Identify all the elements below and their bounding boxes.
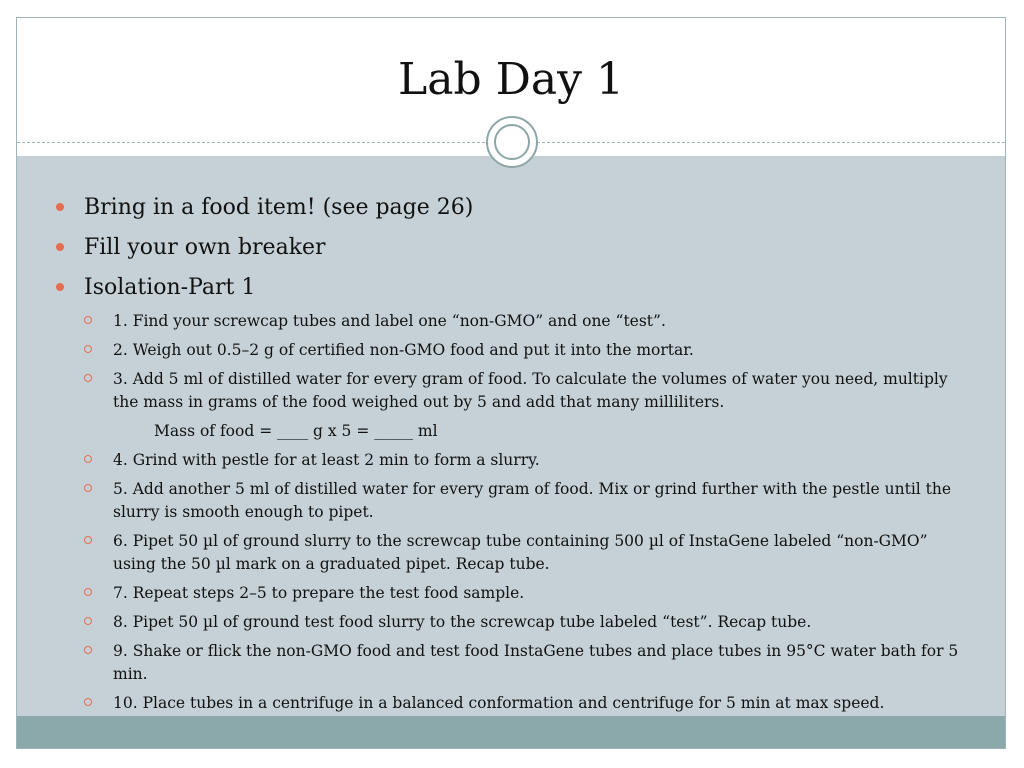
bullet-item: [40, 228, 980, 268]
step-text: 6. Pipet 50 µl of ground slurry to the screwcap tube containing 500 µl of InstaGene labeled “non-GMO” using the 50 µl mark on a graduated pipet. Recap tube.: [113, 532, 928, 573]
step-item: [40, 478, 973, 524]
step-text: 5. Add another 5 ml of distilled water for every gram of food. Mix or grind further with the pestle until the slurry is smooth enough to pipet.: [113, 480, 952, 521]
bullet-ring-icon: [84, 484, 92, 492]
step-item: [40, 611, 973, 634]
step-item: [40, 368, 973, 414]
step-item: [40, 640, 973, 686]
bullet-ring-icon: [84, 646, 92, 654]
circle-ornament-inner: [494, 124, 530, 160]
step-item: [40, 530, 973, 576]
bullet-item: [40, 188, 980, 228]
bullet-text: Bring in a food item! (see page 26): [84, 195, 474, 220]
step-item: [40, 582, 973, 605]
step-text: 9. Shake or flick the non-GMO food and test food InstaGene tubes and place tubes in 95°C water bath for 5 min.: [113, 642, 959, 683]
step-item: [40, 449, 973, 472]
step-item: [40, 339, 973, 362]
bullet-ring-icon: [84, 617, 92, 625]
bullet-text: Isolation-Part 1: [84, 275, 256, 300]
step-text: 2. Weigh out 0.5–2 g of certified non-GMO food and put it into the mortar.: [113, 341, 694, 359]
bullet-text: Fill your own breaker: [84, 235, 326, 260]
bullet-dot-icon: [56, 283, 64, 291]
step-text: 10. Place tubes in a centrifuge in a balanced conformation and centrifuge for 5 min at max speed.: [113, 694, 885, 712]
bullet-ring-icon: [84, 536, 92, 544]
bullet-dot-icon: [56, 243, 64, 251]
circle-ornament-icon: [486, 116, 538, 168]
step-text: 4. Grind with pestle for at least 2 min to form a slurry.: [113, 451, 540, 469]
mass-formula: Mass of food = ____ g x 5 = _____ ml: [154, 422, 438, 440]
bullet-ring-icon: [84, 588, 92, 596]
bullet-ring-icon: [84, 316, 92, 324]
step-text: 1. Find your screwcap tubes and label one “non-GMO” and one “test”.: [113, 312, 666, 330]
step-item: [40, 692, 973, 715]
step-text: 7. Repeat steps 2–5 to prepare the test food sample.: [113, 584, 525, 602]
bullet-ring-icon: [84, 698, 92, 706]
step-text: 3. Add 5 ml of distilled water for every gram of food. To calculate the volumes of water you need, multiply the mass in grams of the food weighed out by 5 and add that many milliliters.: [113, 370, 948, 411]
slide-content: [40, 188, 980, 721]
step-item: [40, 310, 973, 333]
bullet-ring-icon: [84, 374, 92, 382]
step-text: 8. Pipet 50 µl of ground test food slurry to the screwcap tube labeled “test”. Recap tube.: [113, 613, 812, 631]
bullet-ring-icon: [84, 345, 92, 353]
slide-title: Lab Day 1: [398, 54, 624, 105]
bullet-ring-icon: [84, 455, 92, 463]
bullet-item: [40, 268, 980, 308]
bullet-dot-icon: [56, 203, 64, 211]
